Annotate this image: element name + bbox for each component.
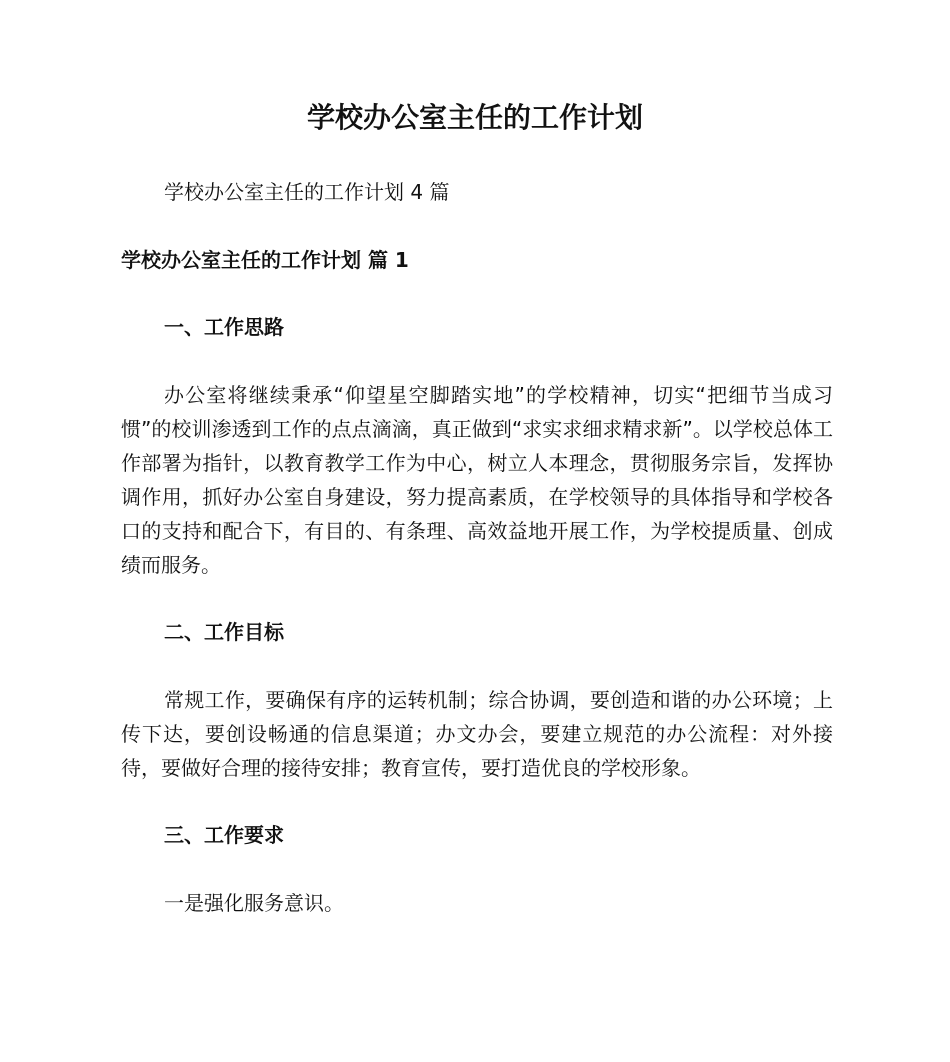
subsection-heading-work-approach: 一、工作思路 xyxy=(164,315,284,339)
section-heading: 学校办公室主任的工作计划 篇 1 xyxy=(121,248,409,272)
subsection-heading-work-requirements: 三、工作要求 xyxy=(164,823,284,847)
paragraph-work-goals: 常规工作，要确保有序的运转机制；综合协调，要创造和谐的办公环境；上传下达，要创设畅通的信息渠道；办文办会，要建立规范的办公流程：对外接待，要做好合理的接待安排；教育宣传，要打造优良的学校形象。 xyxy=(121,688,833,780)
document-title: 学校办公室主任的工作计划 xyxy=(306,101,643,134)
document-subtitle: 学校办公室主任的工作计划 4 篇 xyxy=(164,180,450,204)
paragraph-work-requirements: 一是强化服务意识。 xyxy=(164,891,344,915)
subsection-heading-work-goals: 二、工作目标 xyxy=(164,620,284,644)
paragraph-work-approach: 办公室将继续秉承“仰望星空脚踏实地”的学校精神，切实“把细节当成习惯”的校训渗透到工作的点点滴滴，真正做到“求实求细求精求新”。以学校总体工作部署为指针，以教育教学工作为中心，树立人本理念，贯彻服务宗旨，发挥协调作用，抓好办公室自身建设，努力提高素质，在学校领导的具体指导和学校各口的支持和配合下，有目的、有条理、高效益地开展工作，为学校提质量、创成绩而服务。 xyxy=(121,383,833,577)
